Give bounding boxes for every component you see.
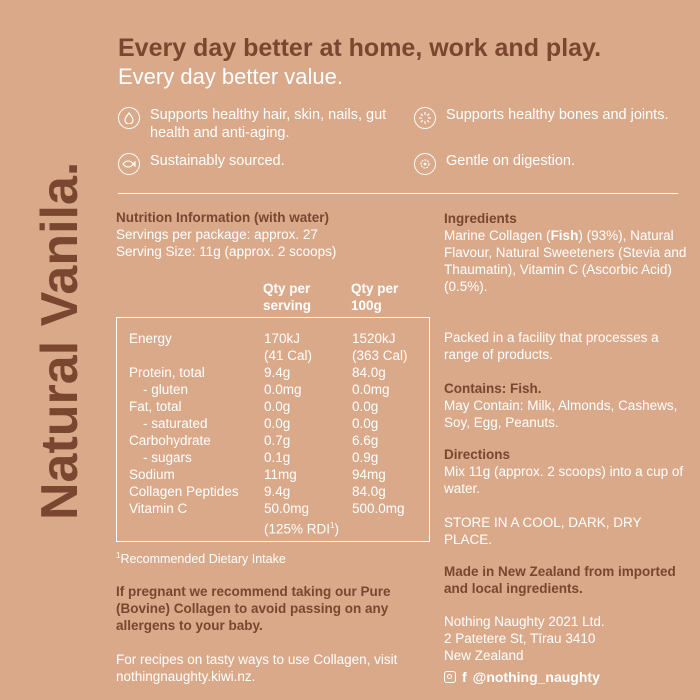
- social-handle: @nothing_naughty: [472, 669, 600, 685]
- drop-icon: [118, 107, 140, 129]
- contains-heading: Contains: Fish.: [444, 381, 542, 396]
- ingredients-heading: Ingredients: [444, 211, 517, 226]
- company-name: Nothing Naughty 2021 Ltd.: [444, 614, 605, 629]
- directions-heading: Directions: [444, 447, 511, 462]
- feature-text: Supports healthy hair, skin, nails, gut health and anti-aging.: [150, 107, 387, 141]
- feature-sustainable: [118, 152, 398, 175]
- feature-bones-joints: [414, 106, 684, 129]
- ingredients-text: Marine Collagen (Fish) (93%), Natural Flavour, Natural Sweeteners (Stevia and Thaumatin), Vitamin C (Ascorbic Acid) (0.5%).: [444, 228, 687, 294]
- instagram-icon[interactable]: [444, 671, 456, 683]
- street-address: 2 Patetere St, Tīrau 3410: [444, 631, 596, 646]
- pregnancy-note: If pregnant we recommend taking our Pure (Bovine) Collagen to avoid passing on any allergens to your baby.: [116, 584, 391, 633]
- servings-per-package: Servings per package: approx. 27: [116, 227, 318, 242]
- serving-size: Serving Size: 11g (approx. 2 scoops): [116, 244, 337, 259]
- directions-section: [444, 446, 689, 497]
- nutrition-table: Energy 170kJ 1520kJ (41 Cal) (363 Cal) Protein, total 9.4g 84.0g - gluten 0.0mg 0.0mg Fat, total 0.0g 0.0g - saturated 0.0g 0.0g Carbohydrate 0.7g 6.6g - sugars 0.1g 0.9g Sodium 11mg 94mg Collagen Peptides 9.4g 84.0g Vitamin C 50.0mg 500.0mg (125% RDI$^1$): [116, 317, 430, 542]
- made-in-note: Made in New Zealand from imported and local ingredients.: [444, 564, 676, 596]
- facebook-icon[interactable]: f: [462, 669, 467, 685]
- social-links: [444, 669, 600, 685]
- feature-text: Sustainably sourced.: [150, 153, 285, 169]
- footnote: $^1$Recommended Dietary Intake: [116, 551, 286, 567]
- storage-note: STORE IN A COOL, DARK, DRY PLACE.: [444, 515, 642, 547]
- column-header-100g: Qty per 100g: [351, 281, 399, 313]
- feature-text: Supports healthy bones and joints.: [446, 107, 669, 123]
- may-contain-text: May Contain: Milk, Almonds, Cashews, Soy, Egg, Peanuts.: [444, 398, 678, 430]
- directions-text: Mix 11g (approx. 2 scoops) into a cup of water.: [444, 464, 684, 496]
- country: New Zealand: [444, 648, 524, 663]
- digestion-icon: [414, 153, 436, 175]
- headline: Every day better at home, work and play.: [118, 34, 602, 62]
- ingredients-section: [444, 210, 689, 295]
- company-address: [444, 613, 689, 664]
- nutrition-title: Nutrition Information (with water): [116, 210, 329, 225]
- facility-note: Packed in a facility that processes a range of products.: [444, 330, 659, 362]
- fish-icon: [118, 153, 140, 175]
- sparkle-icon: [414, 107, 436, 129]
- recipes-note: For recipes on tasty ways to use Collagen, visit nothingnaughty.kiwi.nz.: [116, 652, 398, 684]
- section-divider: [118, 193, 678, 194]
- feature-text: Gentle on digestion.: [446, 153, 575, 169]
- feature-hair-skin: [118, 106, 398, 142]
- product-flavour-title: Natural Vanila.: [31, 161, 89, 520]
- column-header-serving: Qty per serving: [263, 281, 312, 313]
- feature-digestion: [414, 152, 684, 175]
- subheadline: Every day better value.: [118, 64, 344, 89]
- contains-section: [444, 380, 689, 431]
